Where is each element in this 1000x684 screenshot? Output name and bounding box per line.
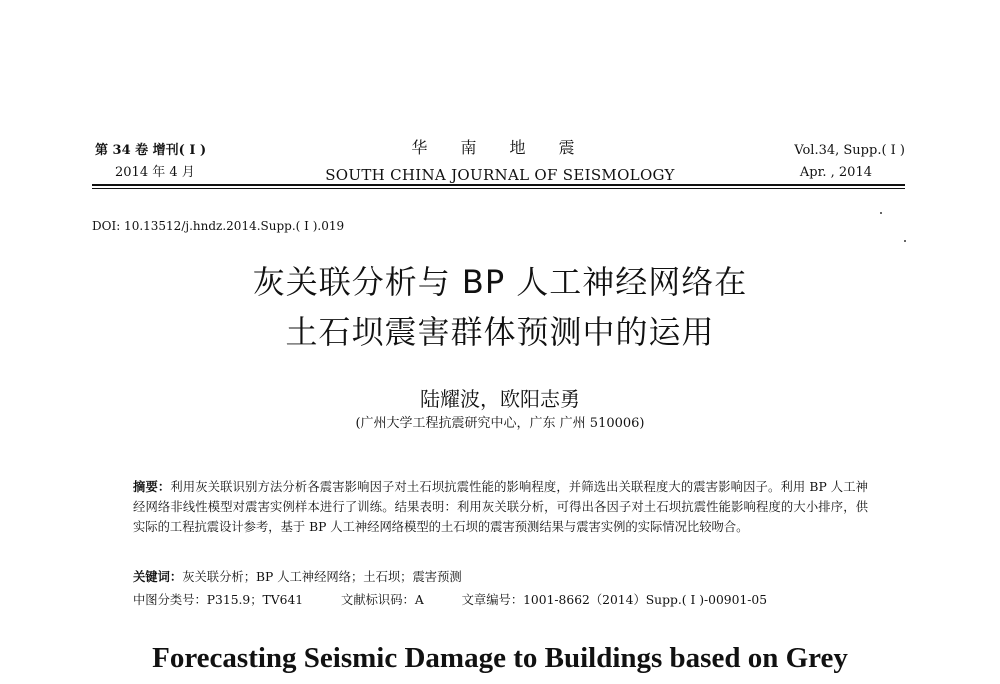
journal-volume-en: Vol.34, Supp.( Ⅰ ) [794, 143, 905, 158]
abstract-label: 摘要： [133, 479, 171, 494]
scan-speck [904, 240, 906, 242]
scan-speck [880, 212, 882, 214]
document-code: 文献标识码：A [341, 593, 424, 607]
english-title: Forecasting Seismic Damage to Buildings based on Grey [152, 642, 848, 674]
paper-title-line-1: 灰关联分析与 BP 人工神经网络在 [252, 263, 748, 301]
header-rule-thin [92, 188, 905, 189]
clc-number: 中图分类号：P315.9；TV641 [133, 593, 304, 607]
affiliation: (广州大学工程抗震研究中心，广东 广州 510006) [355, 416, 645, 431]
abstract [133, 477, 868, 537]
article-number: 文章编号：1001-8662（2014）Supp.( Ⅰ )-00901-05 [461, 593, 768, 607]
keywords-label: 关键词： [133, 569, 183, 584]
header-rule-thick [92, 184, 905, 186]
paper-title-line-2: 土石坝震害群体预测中的运用 [285, 313, 715, 351]
journal-name-cn: 华 南 地 震 [411, 138, 589, 157]
authors: 陆耀波，欧阳志勇 [420, 387, 580, 411]
journal-date-en: Apr. , 2014 [799, 165, 872, 180]
journal-volume-cn: 第 34 卷 增刊( Ⅰ ) [95, 143, 207, 158]
classification-line [133, 592, 801, 608]
doi: DOI: 10.13512/j.hndz.2014.Supp.( Ⅰ ).019 [92, 219, 345, 233]
abstract-text: 利用灰关联识别方法分析各震害影响因子对土石坝抗震性能的影响程度，并筛选出关联程度大的震害影响因子。利用 BP 人工神经网络非线性模型对震害实例样本进行了训练。结果表明：利用灰关联分析，可得出各因子对土石坝抗震性能影响程度的大小排序，供实际的工程抗震设计参考，基于 BP 人工神经网络模型的土石坝的震害预测结果与震害实例的实际情况比较吻合。 [133, 480, 868, 534]
keywords [133, 569, 462, 585]
keywords-text: 灰关联分析；BP 人工神经网络；土石坝；震害预测 [182, 570, 462, 584]
journal-date-cn: 2014 年 4 月 [115, 165, 195, 180]
journal-name-en: SOUTH CHINA JOURNAL OF SEISMOLOGY [325, 166, 675, 184]
